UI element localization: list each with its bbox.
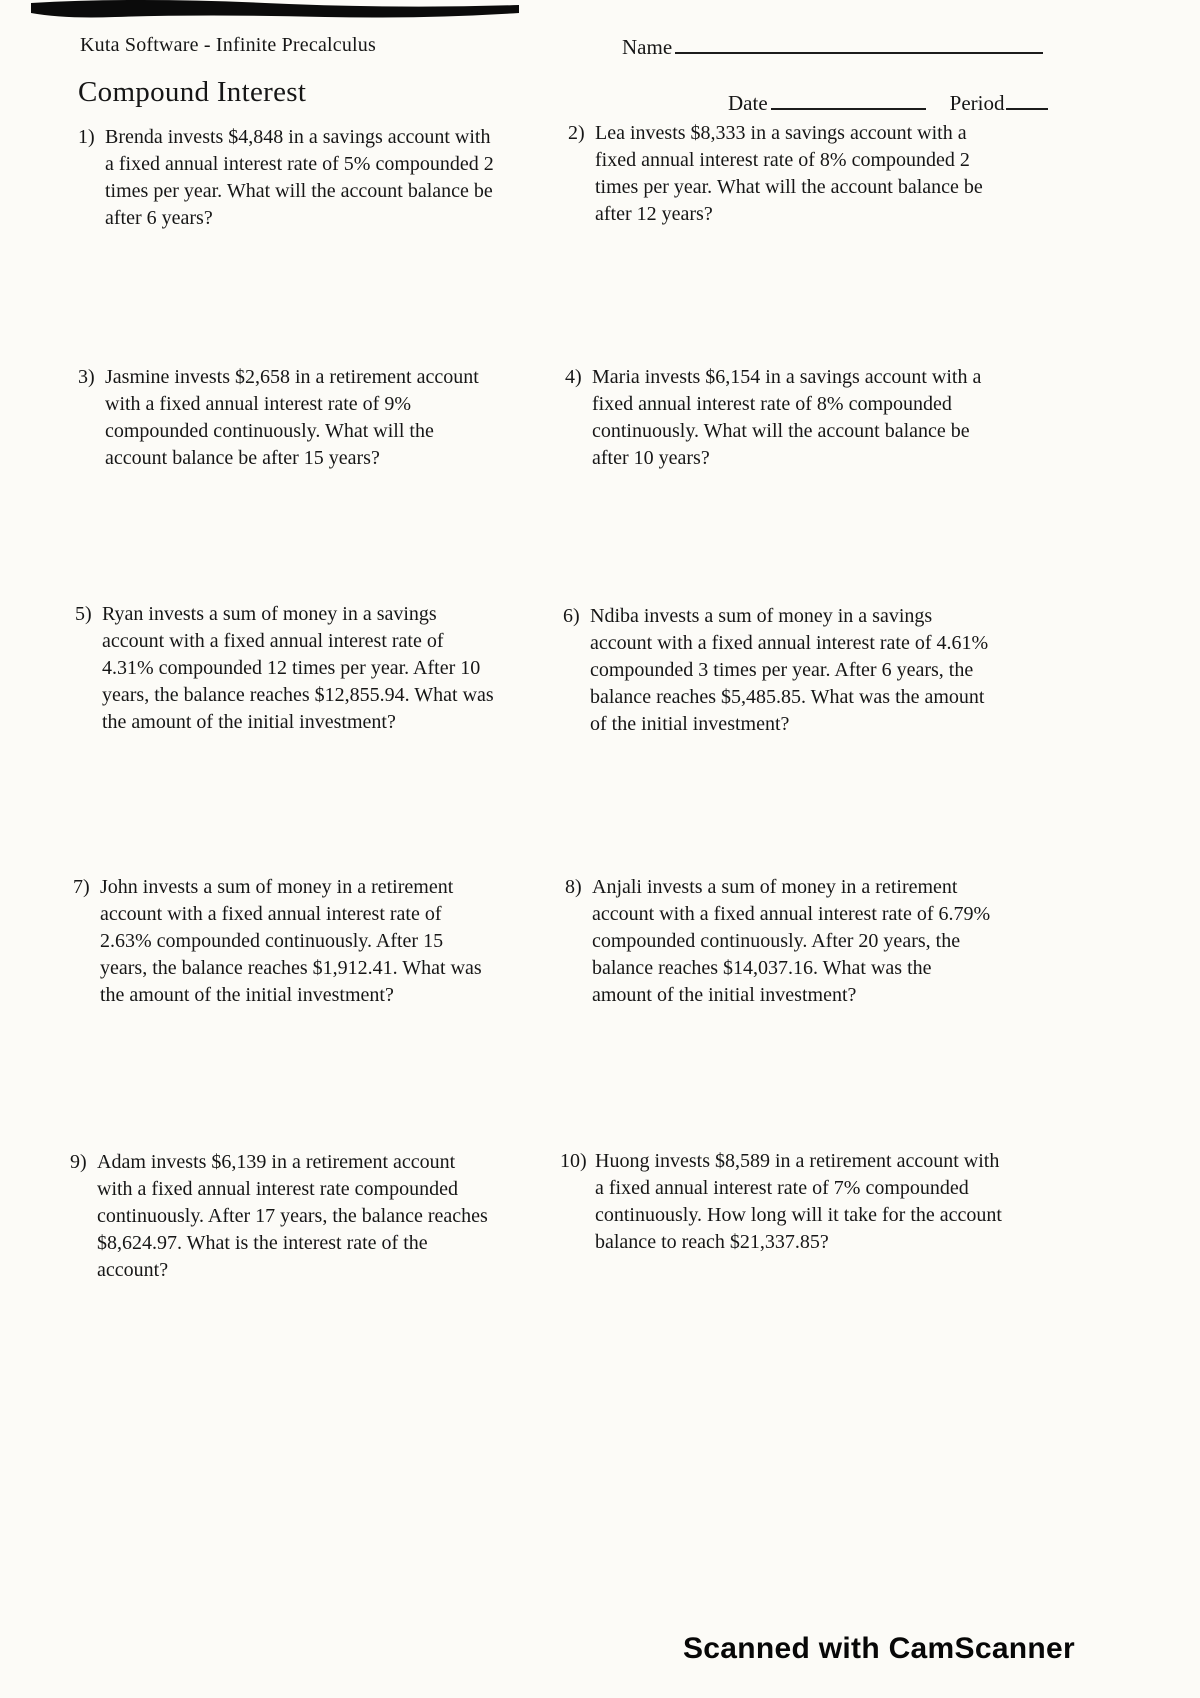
problem-6-number: 6) — [563, 605, 580, 627]
problem-4-text: Maria invests $6,154 in a savings account with a fixed annual interest rate of 8% compounded continuously. What will the account balance be after 10 years? — [592, 366, 982, 469]
problem-1-text: Brenda invests $4,848 in a savings account with a fixed annual interest rate of 5% compounded 2 times per year. What will the account balance be after 6 years? — [105, 126, 494, 229]
problem-3-number: 3) — [78, 366, 95, 388]
problem-10-number: 10) — [560, 1150, 587, 1172]
date-period-row — [728, 84, 1048, 116]
problem-5-text: Ryan invests a sum of money in a savings account with a fixed annual interest rate of 4.31% compounded 12 times per year. After 10 years, the balance reaches $12,855.94. What was the amount of the initial investment? — [102, 603, 494, 733]
period-label: Period — [949, 91, 1005, 115]
problem-2-number: 2) — [568, 122, 585, 144]
date-blank — [771, 84, 926, 110]
name-row — [622, 28, 1043, 60]
problem-8 — [565, 874, 992, 1009]
problem-9-number: 9) — [70, 1151, 87, 1173]
problem-3-text: Jasmine invests $2,658 in a retirement account with a fixed annual interest rate of 9% compounded continuously. What will the account balance be after 15 years? — [105, 366, 479, 469]
problem-2 — [568, 120, 995, 228]
problem-9-text: Adam invests $6,139 in a retirement account with a fixed annual interest rate compounded continuously. After 17 years, the balance reaches $8,624.97. What is the interest rate of the account? — [97, 1151, 488, 1281]
problem-1-number: 1) — [78, 126, 95, 148]
problem-10-text: Huong invests $8,589 in a retirement account with a fixed annual interest rate of 7% compounded continuously. How long will it take for the account balance to reach $21,337.85? — [595, 1150, 1002, 1253]
problem-5 — [75, 601, 494, 736]
problem-1 — [78, 124, 497, 232]
problem-7 — [73, 874, 492, 1009]
problem-7-text: John invests a sum of money in a retirement account with a fixed annual interest rate of 2.63% compounded continuously. After 15 years, the balance reaches $1,912.41. What was the amount of the initial investment? — [100, 876, 482, 1006]
camscanner-watermark: Scanned with CamScanner — [683, 1632, 1076, 1665]
page-title: Compound Interest — [78, 76, 307, 108]
problem-9 — [70, 1149, 489, 1284]
problem-6-text: Ndiba invests a sum of money in a savings account with a fixed annual interest rate of 4.61% compounded 3 times per year. After 6 years, the balance reaches $5,485.85. What was the amount of the initial investment? — [590, 605, 989, 735]
problem-3 — [78, 364, 497, 472]
problem-8-number: 8) — [565, 876, 582, 898]
date-label: Date — [728, 91, 768, 115]
name-blank — [675, 28, 1043, 54]
problem-4-number: 4) — [565, 366, 582, 388]
problem-7-number: 7) — [73, 876, 90, 898]
scan-artifact-streak — [25, 0, 525, 24]
period-blank — [1006, 84, 1048, 110]
problem-5-number: 5) — [75, 603, 92, 625]
problem-4 — [565, 364, 992, 472]
problem-10 — [560, 1148, 1005, 1256]
software-title: Kuta Software - Infinite Precalculus — [80, 34, 376, 56]
problem-2-text: Lea invests $8,333 in a savings account with a fixed annual interest rate of 8% compounded 2 times per year. What will the account balance be after 12 years? — [595, 122, 983, 225]
name-label: Name — [622, 35, 673, 59]
problem-6 — [563, 603, 995, 738]
problem-8-text: Anjali invests a sum of money in a retirement account with a fixed annual interest rate of 6.79% compounded continuously. After 20 years, the balance reaches $14,037.16. What was the amount of the initial investment? — [592, 876, 991, 1006]
